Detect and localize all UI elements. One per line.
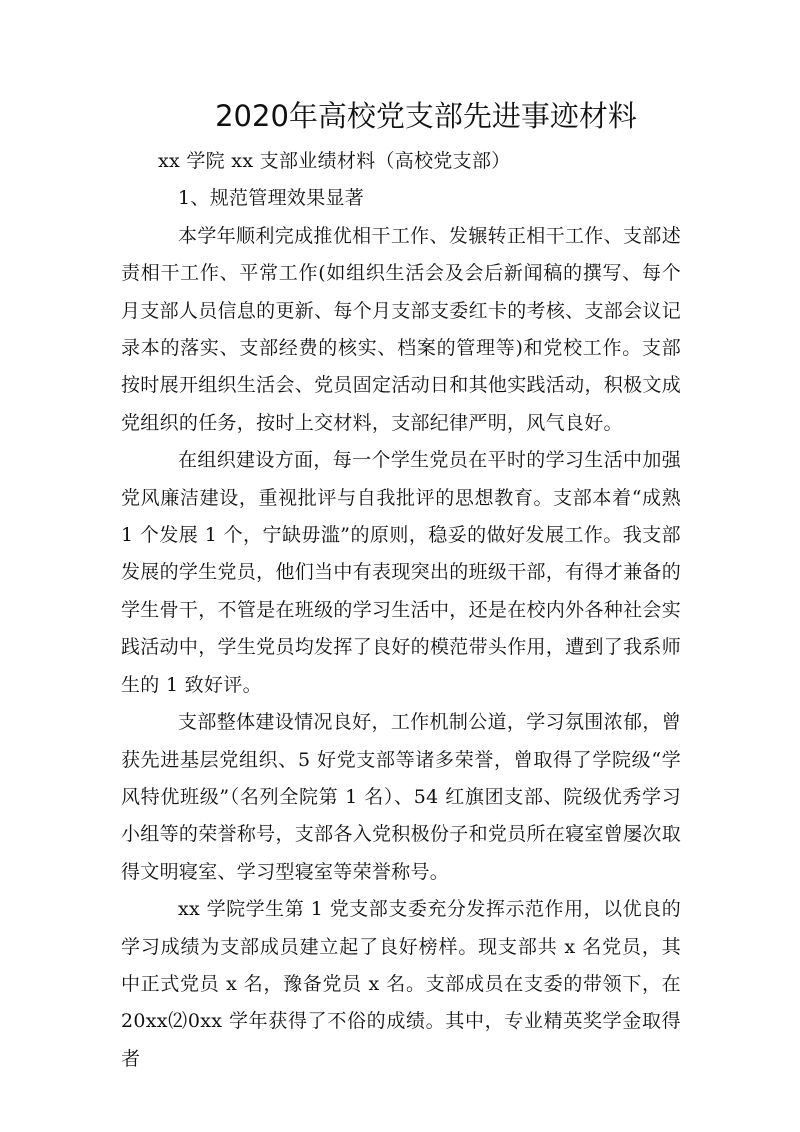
paragraph-honors: 支部整体建设情况良好，工作机制公道，学习氛围浓郁，曾获先进基层党组织、5 好党支部等诸多荣誉，曾取得了学院级“学风特优班级”（名列全院第 1 名）、54 红旗团支部、院级优秀学习小组等的荣誉称号，支部各入党积极份子和党员所在寝室曾屡次取得文明寝室、学习型寝室等荣誉称号。 (121, 711, 681, 883)
section-heading: 1、规范管理效果显著 (178, 187, 365, 210)
paragraph-organization: 在组织建设方面，每一个学生党员在平时的学习生活中加强党风廉洁建设，重视批评与自我批评的思想教育。支部本着“成熟 1 个发展 1 个，宁缺毋滥”的原则，稳妥的做好发展工作。我支部发展的学生党员，他们当中有表现突出的班级干部，有得才兼备的学生骨干，不管是在班级的学习生活中，还是在校内外各种社会实践活动中，学生党员均发挥了良好的模范带头作用，遭到了我系师生的 1 致好评。 (121, 449, 681, 696)
paragraph-management: 本学年顺利完成推优相干工作、发辗转正相干工作、支部述责相干工作、平常工作(如组织生活会及会后新闻稿的撰写、每个月支部人员信息的更新、每个月支部支委红卡的考核、支部会议记录本的落实、支部经费的核实、档案的管理等)和党校工作。支部按时展开组织生活会、党员固定活动日和其他实践活动，积极文成党组织的任务，按时上交材料，支部纪律严明，风气良好。 (121, 224, 681, 434)
document-body (121, 143, 681, 1078)
paragraph-committee: xx 学院学生第 1 党支部支委充分发挥示范作用，以优良的学习成绩为支部成员建立起了良好榜样。现支部共 x 名党员，其中正式党员 x 名，豫备党员 x 名。支部成员在支委的带领下，在 20xx⑵0xx 学年获得了不俗的成绩。其中，专业精英奖学金取得者 (121, 898, 681, 1070)
document-title: 2020年高校党支部先进事迹材料 (215, 99, 637, 133)
document-subtitle: xx 学院 xx 支部业绩材料（高校党支部） (158, 150, 511, 172)
